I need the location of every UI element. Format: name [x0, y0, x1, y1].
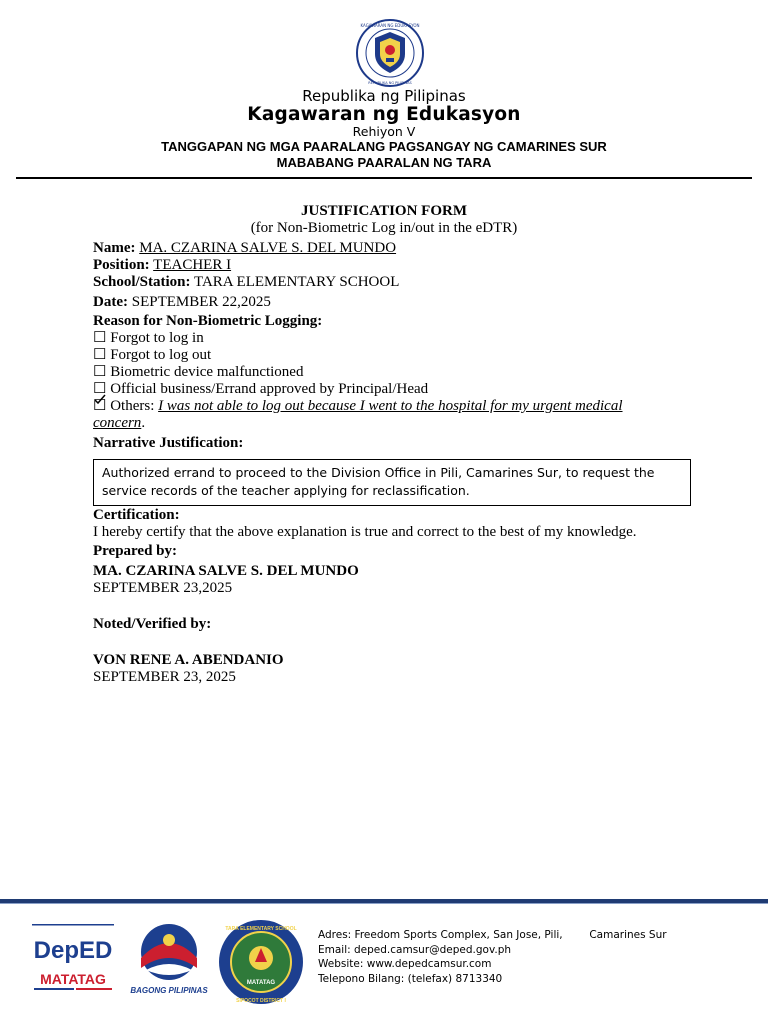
department-heading: Kagawaran ng Edukasyon: [247, 104, 521, 125]
noted-by-name: VON RENE A. ABENDANIO: [93, 652, 284, 668]
station-value: TARA ELEMENTARY SCHOOL: [194, 274, 400, 290]
prepared-by-title: Prepared by:: [93, 543, 178, 559]
school-heading: MABABANG PAARALAN NG TARA: [276, 155, 492, 170]
reason-option-label: Biometric device malfunctioned: [110, 364, 304, 380]
position-value: TEACHER I: [153, 257, 232, 273]
header-divider: [16, 177, 752, 179]
others-period: .: [141, 415, 146, 431]
checkbox-icon[interactable]: ☐: [93, 381, 107, 397]
others-label: Others:: [110, 398, 155, 414]
form-subtitle: (for Non-Biometric Log in/out in the eDTR): [250, 220, 518, 236]
noted-by-date: SEPTEMBER 23, 2025: [93, 669, 236, 685]
certification-text: I hereby certify that the above explanation is true and correct to the best of my knowledge.: [93, 524, 637, 540]
svg-text:TARA ELEMENTARY SCHOOL: TARA ELEMENTARY SCHOOL: [225, 926, 297, 932]
svg-text:MATATAG: MATATAG: [40, 971, 106, 987]
form-title: JUSTIFICATION FORM: [301, 203, 467, 219]
checkbox-icon[interactable]: ☐: [93, 364, 107, 380]
reason-option-label: Forgot to log out: [110, 347, 212, 363]
noted-by-title: Noted/Verified by:: [93, 616, 212, 632]
reason-title: Reason for Non-Biometric Logging:: [93, 313, 323, 329]
division-office-heading: TANGGAPAN NG MGA PAARALANG PAGSANGAY NG CAMARINES SUR: [161, 139, 607, 154]
tara-school-seal-logo: [217, 918, 305, 1006]
svg-text:MATATAG: MATATAG: [246, 980, 276, 986]
position-row: [93, 257, 231, 274]
name-row: [93, 240, 396, 257]
checkbox-icon-checked[interactable]: ☐: [93, 398, 110, 414]
svg-text:BAGONG PILIPINAS: BAGONG PILIPINAS: [130, 986, 208, 995]
checkbox-icon[interactable]: ☐: [93, 330, 107, 346]
reason-option-label: Forgot to log in: [110, 330, 204, 346]
svg-text:SIPOCOT DISTRICT I: SIPOCOT DISTRICT I: [236, 998, 286, 1004]
svg-text:REPUBLIKA NG PILIPINAS: REPUBLIKA NG PILIPINAS: [368, 81, 412, 85]
footer-contact-info: [318, 928, 667, 986]
footer-divider-thin: [0, 903, 768, 904]
date-row: [93, 294, 271, 311]
prepared-by-date: SEPTEMBER 23,2025: [93, 580, 233, 596]
date-value: SEPTEMBER 22,2025: [131, 294, 271, 310]
certification-title: Certification:: [93, 507, 180, 523]
deped-matatag-logo: [30, 922, 116, 998]
name-value: MA. CZARINA SALVE S. DEL MUNDO: [139, 240, 397, 256]
footer-address: Adres: Freedom Sports Complex, San Jose, Pili, Camarines Sur: [318, 929, 667, 941]
reason-option[interactable]: [93, 347, 211, 364]
narrative-box: [93, 459, 691, 506]
date-label: Date:: [93, 294, 128, 310]
name-label: Name:: [93, 240, 136, 256]
narrative-title: Narrative Justification:: [93, 435, 244, 451]
checkmark-icon: [94, 394, 106, 404]
svg-text:KAGAWARAN NG EDUKASYON: KAGAWARAN NG EDUKASYON: [360, 23, 420, 28]
republic-heading: Republika ng Pilipinas: [302, 87, 466, 105]
region-heading: Rehiyon V: [352, 124, 416, 139]
reason-option-label: Official business/Errand approved by Principal/Head: [110, 381, 429, 397]
station-label: School/Station:: [93, 274, 191, 290]
reason-option[interactable]: [93, 364, 303, 381]
footer-phone: Telepono Bilang: (telefax) 8713340: [318, 972, 503, 985]
svg-text:DepED: DepED: [33, 937, 113, 964]
others-value: I was not able to log out because I went to the hospital for my urgent medical concern: [93, 398, 623, 431]
deped-seal-logo: [350, 18, 430, 88]
prepared-by-name: MA. CZARINA SALVE S. DEL MUNDO: [93, 563, 359, 579]
reason-option[interactable]: [93, 381, 428, 398]
footer-email: Email: deped.camsur@deped.gov.ph: [318, 943, 512, 956]
station-row: [93, 274, 399, 291]
reason-option-others[interactable]: [93, 398, 673, 432]
position-label: Position:: [93, 257, 150, 273]
narrative-text: Authorized errand to proceed to the Division Office in Pili, Camarines Sur, to request the service records of the teacher applying for reclassification.: [102, 465, 655, 498]
bagong-pilipinas-logo: [126, 918, 212, 998]
checkbox-icon[interactable]: ☐: [93, 347, 107, 363]
reason-option[interactable]: [93, 330, 204, 347]
footer-website: Website: www.depedcamsur.com: [318, 958, 492, 970]
